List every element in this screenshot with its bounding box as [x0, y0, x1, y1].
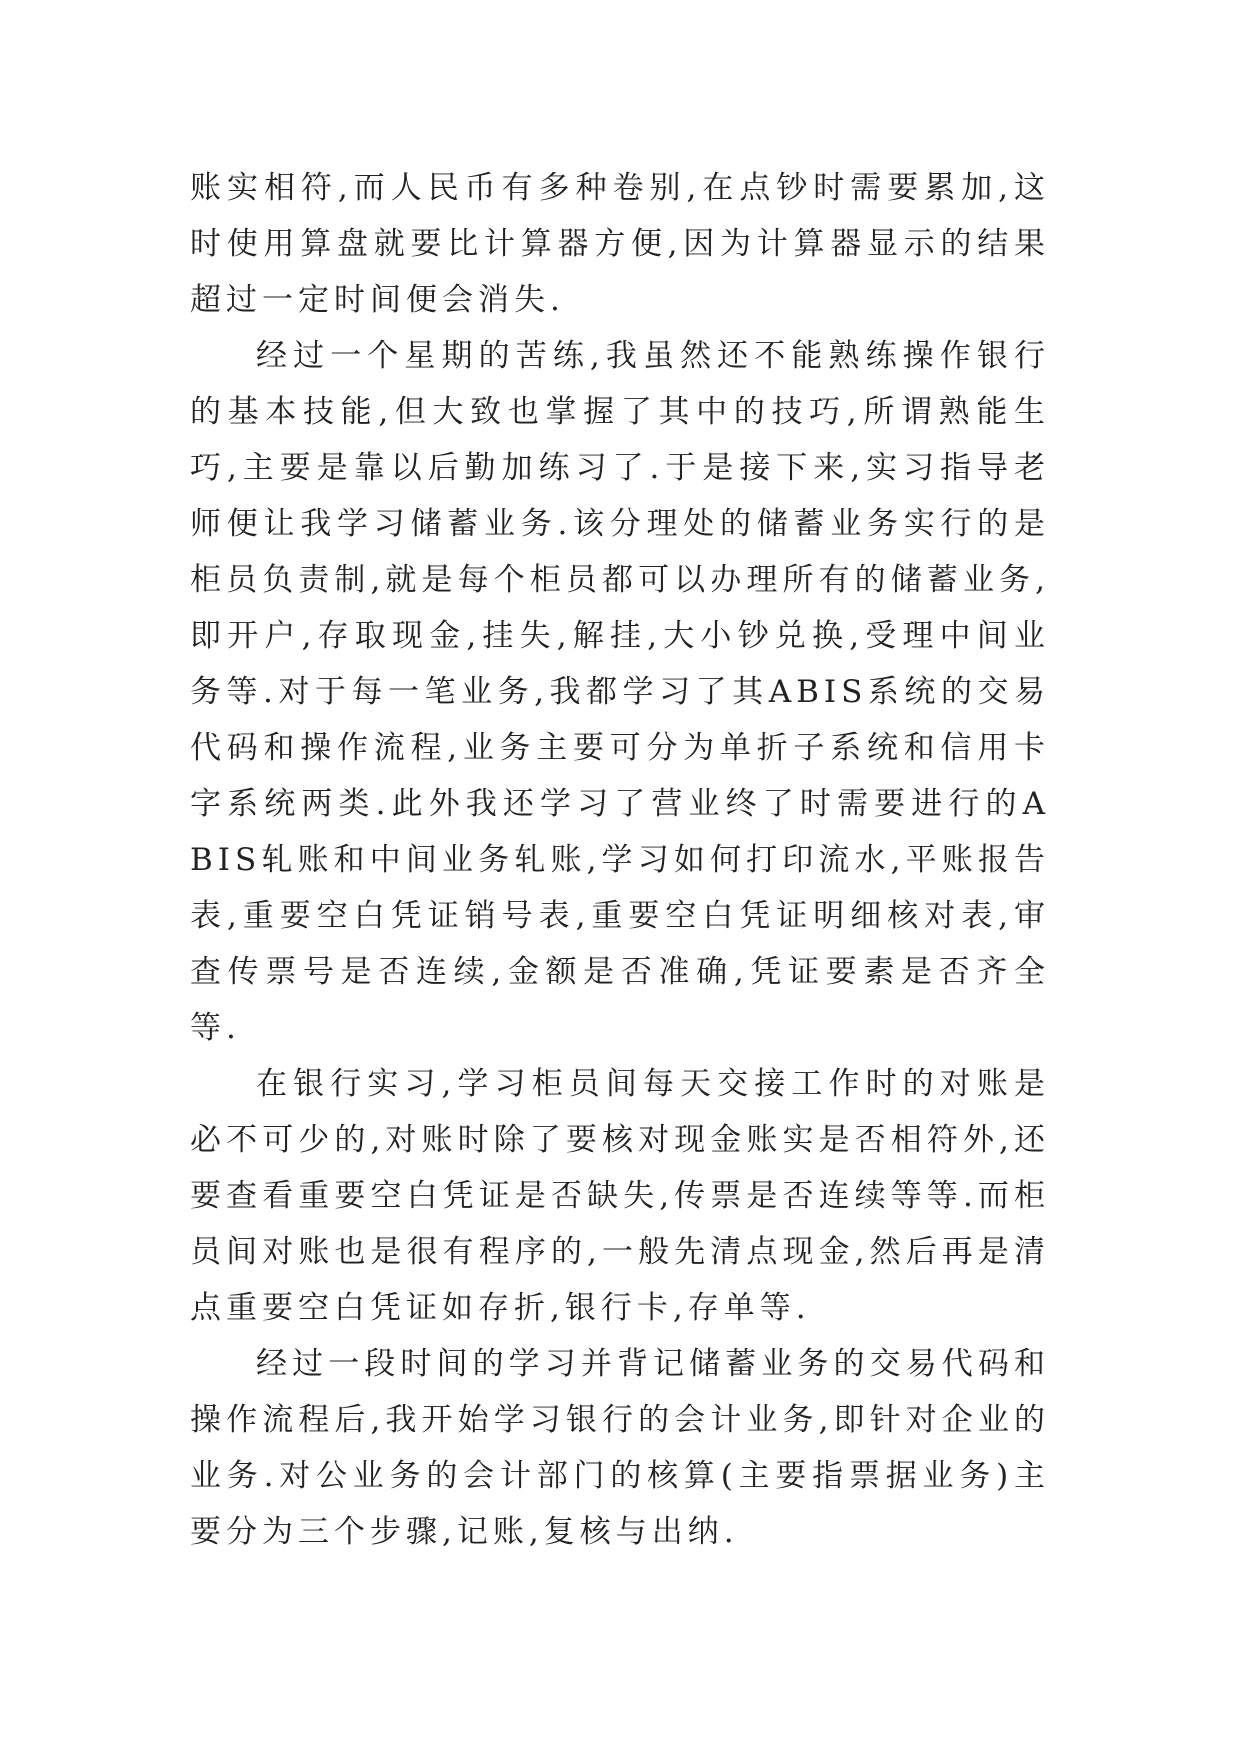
paragraph-3: 在银行实习,学习柜员间每天交接工作时的对账是必不可少的,对账时除了要核对现金账实是否相符外,还要查看重要空白凭证是否缺失,传票是否连续等等.而柜员间对账也是很有程序的,一般先清点现金,然后再是清点重要空白凭证如存折,银行卡,存单等. [190, 1066, 1050, 1326]
paragraph-4: 经过一段时间的学习并背记储蓄业务的交易代码和操作流程后,我开始学习银行的会计业务,即针对企业的业务.对公业务的会计部门的核算(主要指票据业务)主要分为三个步骤,记账,复核与出纳. [190, 1346, 1050, 1550]
paragraph-1: 账实相符,而人民币有多种卷别,在点钞时需要累加,这时使用算盘就要比计算器方便,因为计算器显示的结果超过一定时间便会消失. [190, 170, 1050, 318]
paragraph-2: 经过一个星期的苦练,我虽然还不能熟练操作银行的基本技能,但大致也掌握了其中的技巧,所谓熟能生巧,主要是靠以后勤加练习了.于是接下来,实习指导老师便让我学习储蓄业务.该分理处的储蓄业务实行的是柜员负责制,就是每个柜员都可以办理所有的储蓄业务,即开户,存取现金,挂失,解挂,大小钞兑换,受理中间业务等.对于每一笔业务,我都学习了其ABIS系统的交易代码和操作流程,业务主要可分为单折子系统和信用卡字系统两类.此外我还学习了营业终了时需要进行的ABIS轧账和中间业务轧账,学习如何打印流水,平账报告表,重要空白凭证销号表,重要空白凭证明细核对表,审查传票号是否连续,金额是否准确,凭证要素是否齐全等. [190, 338, 1050, 1046]
document-body [190, 160, 1050, 1560]
